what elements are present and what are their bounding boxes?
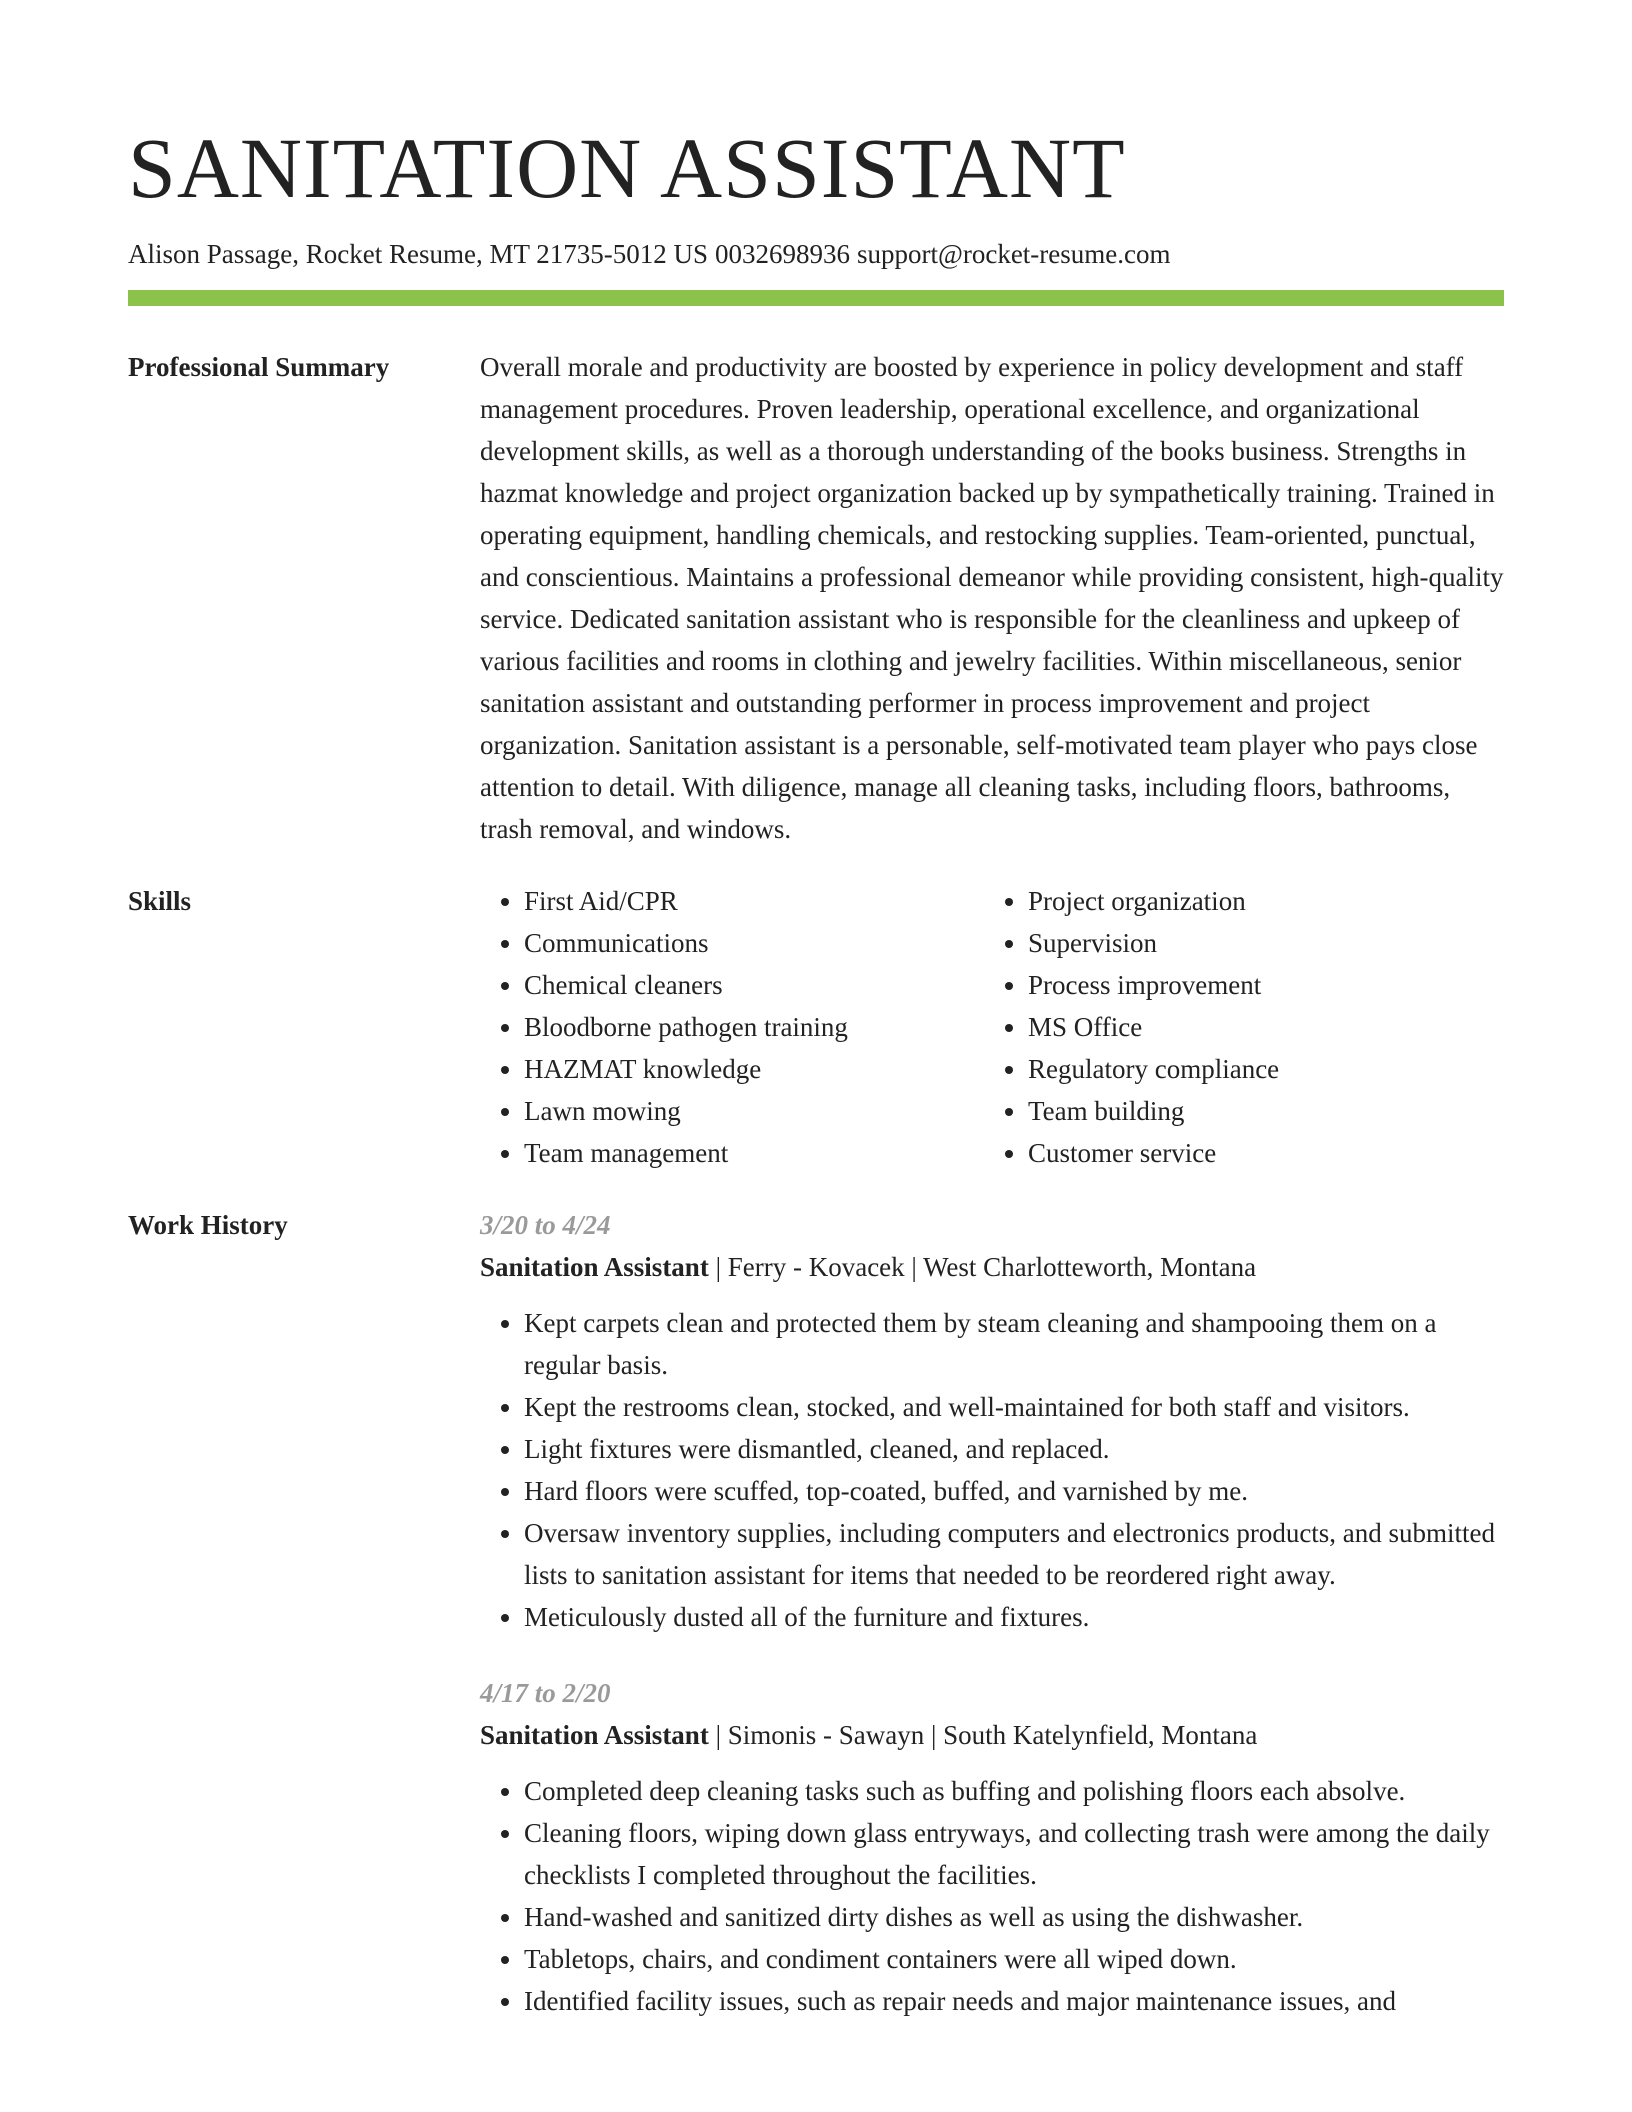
resume-title: SANITATION ASSISTANT	[128, 120, 1126, 216]
contact-address: Alison Passage, Rocket Resume, MT 21735-5012 US	[128, 239, 708, 269]
skill-item: • First Aid/CPR	[524, 880, 984, 922]
job-title: Sanitation Assistant	[480, 1720, 709, 1750]
job-location: West Charlotteworth, Montana	[923, 1252, 1257, 1282]
skill-item: • MS Office	[1028, 1006, 1508, 1048]
job-duty: • Identified facility issues, such as repair needs and major maintenance issues, and	[524, 1980, 1504, 2022]
work-history-heading: Work History	[128, 1210, 288, 1240]
skill-item: • Lawn mowing	[524, 1090, 984, 1132]
skill-item: • Process improvement	[1028, 964, 1508, 1006]
job-heading	[480, 1246, 1504, 1288]
skill-item: • HAZMAT knowledge	[524, 1048, 984, 1090]
separator: |	[911, 1252, 917, 1282]
job-dates: 4/17 to 2/20	[480, 1678, 611, 1708]
skill-item: • Project organization	[1028, 880, 1508, 922]
skills-section	[128, 880, 1504, 1174]
skill-item: • Team management	[524, 1132, 984, 1174]
job-location: South Katelynfield, Montana	[943, 1720, 1258, 1750]
skill-item: • Bloodborne pathogen training	[524, 1006, 984, 1048]
job-entry	[480, 1204, 1504, 1638]
job-duty: • Light fixtures were dismantled, cleaned, and replaced.	[524, 1428, 1504, 1470]
resume-page	[128, 118, 1504, 2056]
skill-item: • Team building	[1028, 1090, 1508, 1132]
job-entry	[480, 1672, 1504, 2022]
job-duty: • Hard floors were scuffed, top-coated, buffed, and varnished by me.	[524, 1470, 1504, 1512]
contact-line	[128, 236, 1504, 272]
job-company: Ferry - Kovacek	[727, 1252, 905, 1282]
skill-item: • Customer service	[1028, 1132, 1508, 1174]
job-title: Sanitation Assistant	[480, 1252, 709, 1282]
job-duty: • Oversaw inventory supplies, including computers and electronics products, and submitted lists to sanitation assistant for items that needed to be reordered right away.	[524, 1512, 1504, 1596]
job-duty: • Completed deep cleaning tasks such as buffing and polishing floors each absolve.	[524, 1770, 1504, 1812]
contact-email: support@rocket-resume.com	[856, 239, 1171, 269]
job-duties	[480, 1302, 1504, 1638]
job-heading	[480, 1714, 1504, 1756]
job-duties	[480, 1770, 1504, 2022]
separator: |	[931, 1720, 937, 1750]
summary-heading: Professional Summary	[128, 352, 390, 382]
job-duty: • Kept the restrooms clean, stocked, and well-maintained for both staff and visitors.	[524, 1386, 1504, 1428]
job-duty: • Kept carpets clean and protected them by steam cleaning and shampooing them on a regular basis.	[524, 1302, 1504, 1386]
skill-item: • Regulatory compliance	[1028, 1048, 1508, 1090]
job-duty: • Meticulously dusted all of the furniture and fixtures.	[524, 1596, 1504, 1638]
separator: |	[715, 1252, 721, 1282]
job-dates: 3/20 to 4/24	[480, 1210, 611, 1240]
contact-phone: 0032698936	[714, 239, 850, 269]
job-duty: • Cleaning floors, wiping down glass entryways, and collecting trash were among the daily checklists I completed throughout the facilities.	[524, 1812, 1504, 1896]
job-duty: • Tabletops, chairs, and condiment containers were all wiped down.	[524, 1938, 1504, 1980]
skill-item: • Supervision	[1028, 922, 1508, 964]
separator: |	[715, 1720, 721, 1750]
skills-heading: Skills	[128, 886, 192, 916]
summary-section	[128, 346, 1504, 850]
summary-text: Overall morale and productivity are boosted by experience in policy development and staff management procedures. Proven leadership, operational excellence, and organizational development skills, as well as a thorough understanding of the books business. Strengths in hazmat knowledge and project organization backed up by sympathetically training. Trained in operating equipment, handling chemicals, and restocking supplies. Team-oriented, punctual, and conscientious. Maintains a professional demeanor while providing consistent, high-quality service. Dedicated sanitation assistant who is responsible for the cleanliness and upkeep of various facilities and rooms in clothing and jewelry facilities. Within miscellaneous, senior sanitation assistant and outstanding performer in process improvement and project organization. Sanitation assistant is a personable, self-motivated team player who pays close attention to detail. With diligence, manage all cleaning tasks, including floors, bathrooms, trash removal, and windows.	[480, 352, 1504, 844]
skills-list-left	[480, 880, 984, 1174]
header-divider	[128, 290, 1504, 306]
job-duty: • Hand-washed and sanitized dirty dishes as well as using the dishwasher.	[524, 1896, 1504, 1938]
skill-item: • Communications	[524, 922, 984, 964]
skills-list-right	[984, 880, 1508, 1174]
skill-item: • Chemical cleaners	[524, 964, 984, 1006]
work-history-section	[128, 1204, 1504, 2056]
job-company: Simonis - Sawayn	[727, 1720, 925, 1750]
